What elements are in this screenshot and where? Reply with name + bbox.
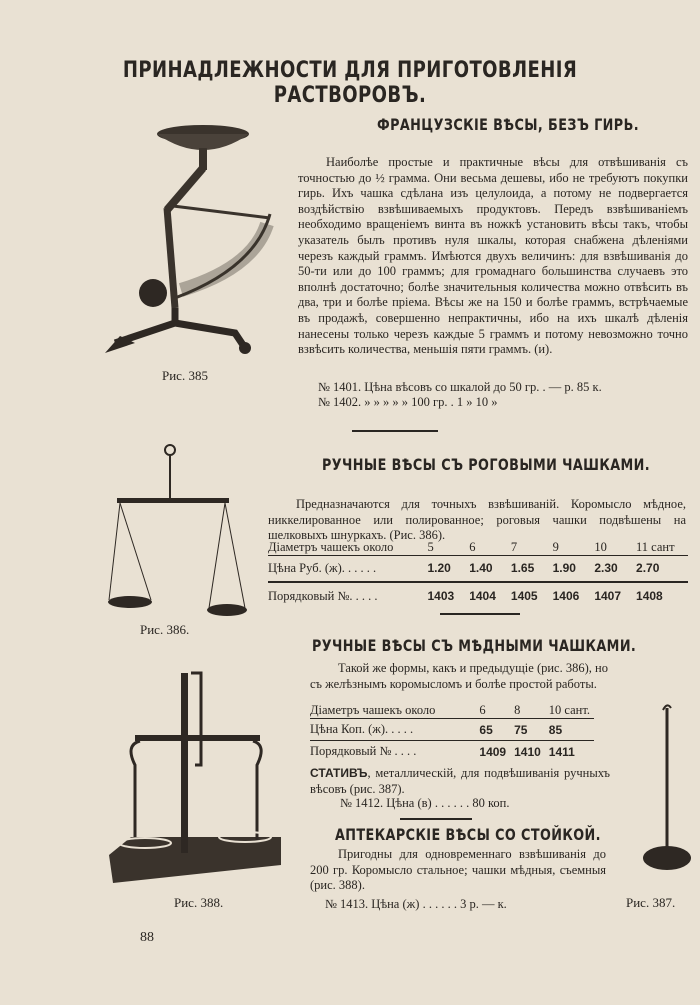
price-line-1412: № 1412. Цѣна (в) . . . . . . 80 коп. [340,796,510,810]
french-scales-text: Наиболѣе простые и практичные вѣсы для отвѣшиванія съ точностью до ½ грамма. Они весьма дешевы, ибо не требуютъ покупки гирь. Ихъ чашка сдѣлана изъ целулоида, а потому не подвергается воздѣйствію взвѣшиваемыхъ продуктовъ. Передъ взвѣшиваніемъ необходимо вращеніемъ винта въ ножкѣ установить вѣсы такъ, чтобы указатель былъ противъ нуля шкалы, которая снабжена дѣленіями черезъ каждый граммъ. Имѣются двухъ величинъ: для взвѣшиванія до 50-ти или до 100 граммъ; для громаднаго большинства случаевъ это вполнѣ достаточно; болѣе значительныя количества можно отвѣсить въ два, три и болѣе пріема. Вѣсы же на 150 и болѣе граммъ, встрѣчаемые въ продажѣ, совершенно непрактичны, ибо на ихъ шкалѣ дѣленія нанесены только черезъ каждые 5 граммъ и потому невозможно точно взвѣсить количества, меньшія пяти граммъ. (и). [298,155,688,357]
french-scale-illustration [95,118,280,368]
table-cell: 11 сант [636,540,675,554]
horn-pan-scales-table [268,540,688,610]
table-cell: 65 [479,722,493,737]
table-cell: 2.70 [636,561,660,576]
copper-pan-scales-description [310,661,608,692]
table-row-label: Діаметръ чашекъ около [268,540,394,554]
divider [352,430,438,432]
table-cell: 7 [510,540,518,554]
price-line-1401: № 1401. Цѣна вѣсовъ со шкалой до 50 гр. . — р. 85 к. [318,380,602,394]
section-heading-french-scales: ФРАНЦУЗСКІЕ ВѢСЫ, БЕЗЪ ГИРЬ. [377,115,639,134]
table-cell: 6 [479,703,486,717]
horn-pan-scales-description [268,497,686,544]
stand-description [310,766,610,797]
pharmacy-scale-stand-illustration [105,665,283,890]
table-cell: 1407 [594,589,622,603]
table-row-label: Діаметръ чашекъ около [310,703,436,717]
table-cell: 1409 [479,744,507,759]
pharmacy-scales-description [310,847,606,894]
table-cell: 1.90 [552,561,576,576]
stand-lead: СТАТИВЪ [310,766,368,780]
table-row-label: Порядковый № . . . . [310,744,417,759]
table-cell: 2.30 [594,561,618,576]
table-cell: 10 [594,540,607,554]
table-row-label: Цѣна Коп. (ж). . . . . [310,722,414,736]
french-scales-description [298,155,688,358]
table-cell: 1.65 [510,561,535,576]
table-row-label: Цѣна Руб. (ж). . . . . . [268,560,377,575]
table-cell: 1411 [548,744,575,759]
table-cell: 1410 [514,744,541,759]
table-cell: 1406 [552,589,580,603]
table-row-label: Порядковый №. . . . . [268,588,378,603]
table-cell: 6 [469,540,476,554]
figure-387-caption: Рис. 387. [626,895,676,910]
table-cell: 1.20 [427,561,451,576]
table-cell: 8 [514,703,521,717]
section-heading-horn-pan-scales: РУЧНЫЕ ВѢСЫ СЪ РОГОВЫМИ ЧАШКАМИ. [322,455,651,474]
divider [440,613,520,615]
table-cell: 1408 [636,589,663,603]
hand-scale-horn-pans-illustration [105,440,235,630]
table-cell: 75 [514,722,528,737]
price-line-1413: № 1413. Цѣна (ж) . . . . . . 3 р. — к. [325,897,507,911]
copper-pan-scales-text: Такой же формы, какъ и предыдущіе (рис. 386), но съ желѣзнымъ коромысломъ и болѣе простой работы. [310,661,608,691]
table-cell: 1404 [469,589,496,603]
pharmacy-scales-text: Пригодны для одновременнаго взвѣшиванія до 200 гр. Коромысло стальное; чашки мѣдныя, съемныя (рис. 388). [310,847,606,893]
section-heading-pharmacy-scales: АПТЕКАРСКІЕ ВѢСЫ СО СТОЙКОЙ. [335,825,601,844]
figure-388-caption: Рис. 388. [174,895,224,910]
scale-stand-illustration [633,700,693,880]
table-row [268,582,688,610]
section-heading-copper-pan-scales: РУЧНЫЕ ВѢСЫ СЪ МѢДНЫМИ ЧАШКАМИ. [312,636,637,655]
page-number: 88 [140,930,154,945]
table-row [268,540,688,556]
table-cell: 1.40 [469,561,493,576]
figure-385-caption: Рис. 385 [162,368,208,383]
table-cell: 85 [548,722,563,737]
price-line-1402: № 1402. » » » » » 100 гр. . 1 » 10 » [318,395,498,409]
table-cell: 1403 [427,589,455,603]
table-cell: 1405 [510,589,538,603]
divider [400,818,472,820]
table-row [268,556,688,582]
table-row [310,719,594,741]
table-cell: 5 [427,540,434,554]
table-cell: 9 [552,540,559,554]
horn-pan-scales-text: Предназначаются для точныхъ взвѣшиваній. Коромысло мѣдное, никкелированное или полированное; роговыя чашки подвѣшены на шелковыхъ шнуркахъ. (Рис. 386). [268,497,686,543]
page-title: ПРИНАДЛЕЖНОСТИ ДЛЯ ПРИГОТОВЛЕНІЯ РАСТВОРОВЪ. [122,58,578,108]
table-row [310,703,594,719]
stand-text: , металлическій, для подвѣшиванія ручныхъ вѣсовъ (рис. 387). [310,766,610,796]
figure-386-caption: Рис. 386. [140,622,190,637]
copper-pan-scales-table [310,703,594,763]
table-row [310,741,594,763]
table-cell: 10 сант. [548,703,591,717]
